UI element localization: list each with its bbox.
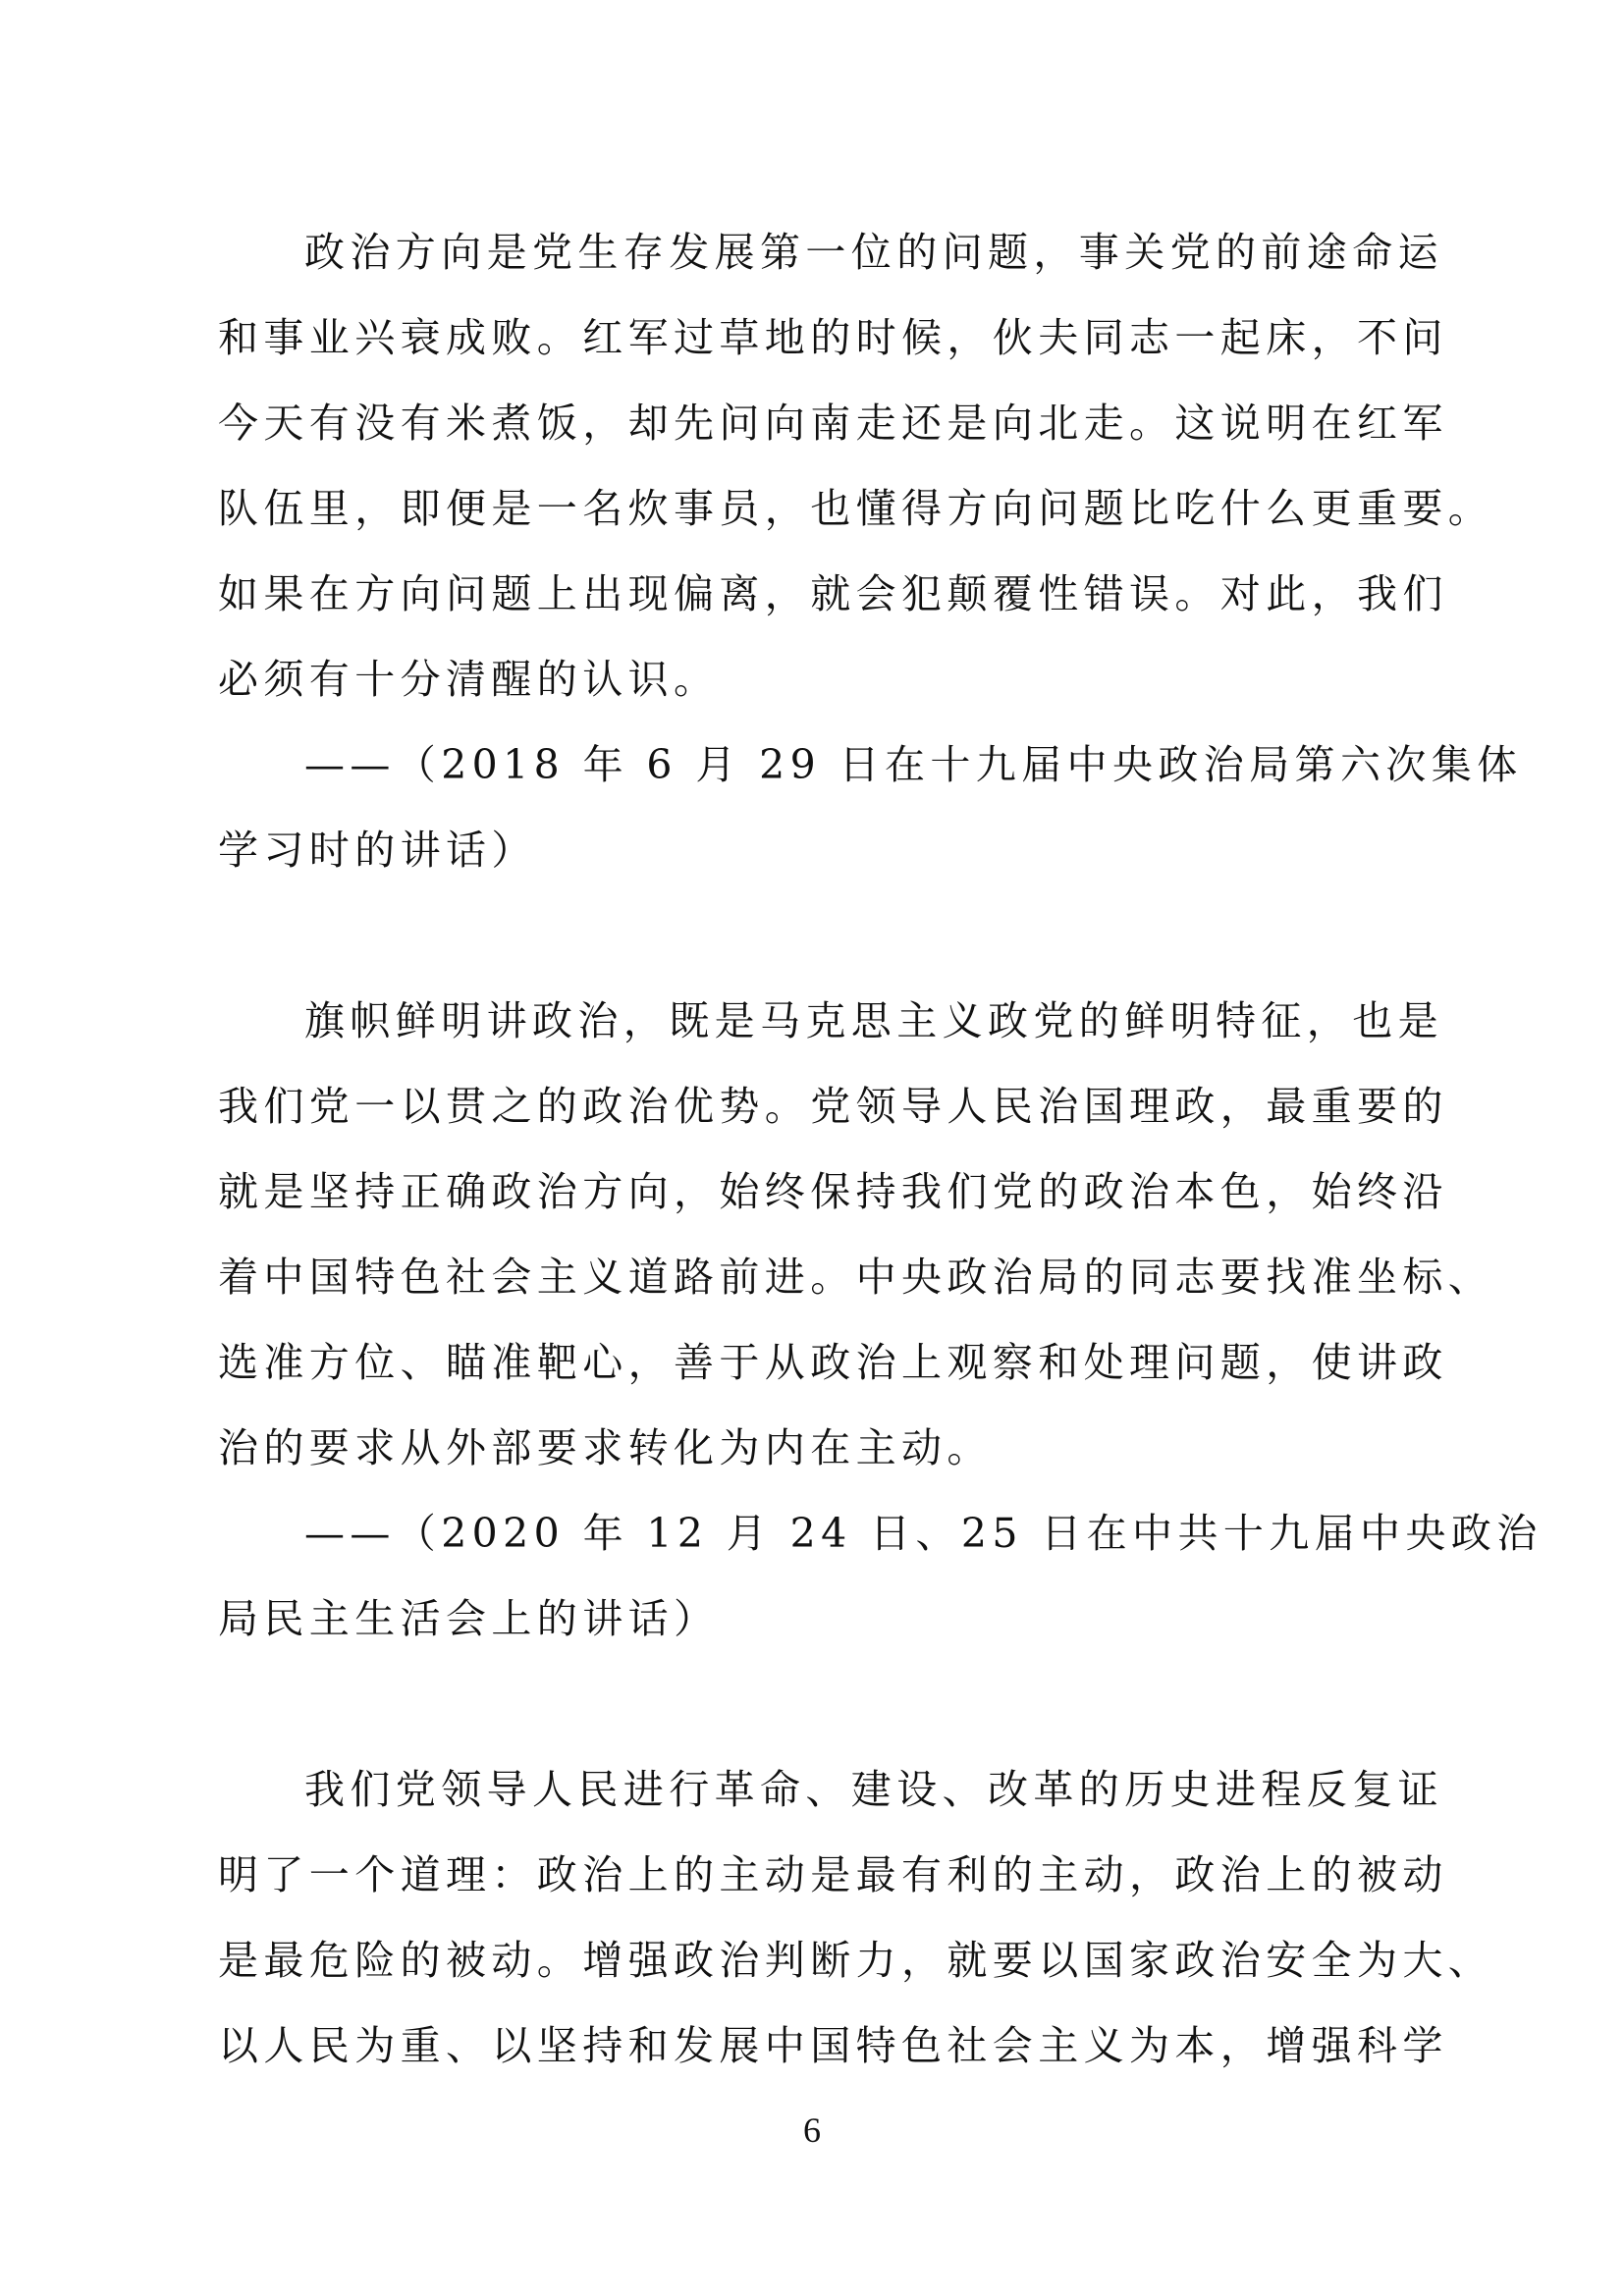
paragraph-line: 如果在方向问题上出现偏离，就会犯颠覆性错误。对此，我们 bbox=[218, 570, 1448, 617]
citation-line: ——（2020 年 12 月 24 日、25 日在中共十九届中央政治 bbox=[304, 1510, 1543, 1557]
paragraph-line: 以人民为重、以坚持和发展中国特色社会主义为本，增强科学 bbox=[218, 2022, 1448, 2069]
paragraph-line: 和事业兴衰成败。红军过草地的时候，伙夫同志一起床，不问 bbox=[218, 314, 1448, 361]
paragraph-line: 队伍里，即便是一名炊事员，也懂得方向问题比吃什么更重要。 bbox=[218, 485, 1494, 532]
source-citation bbox=[218, 722, 1523, 893]
paragraph-line: 我们党一以贯之的政治优势。党领导人民治国理政，最重要的 bbox=[218, 1083, 1448, 1130]
paragraph-line: 选准方位、瞄准靶心，善于从政治上观察和处理问题，使讲政 bbox=[218, 1339, 1448, 1386]
paragraph-line: 我们党领导人民进行革命、建设、改革的历史进程反复证 bbox=[304, 1766, 1443, 1813]
page-number: 6 bbox=[803, 2110, 821, 2150]
paragraph-line: 必须有十分清醒的认识。 bbox=[218, 656, 720, 703]
paragraph-line: 今天有没有米煮饭，却先问向南走还是向北走。这说明在红军 bbox=[218, 400, 1448, 447]
document-body bbox=[218, 210, 1543, 2089]
paragraph-line: 着中国特色社会主义道路前进。中央政治局的同志要找准坐标、 bbox=[218, 1254, 1494, 1301]
paragraph-line: 明了一个道理：政治上的主动是最有利的主动，政治上的被动 bbox=[218, 1851, 1448, 1898]
paragraph-political-initiative bbox=[218, 1747, 1494, 2089]
paragraph-line: 治的要求从外部要求转化为内在主动。 bbox=[218, 1424, 993, 1471]
section-spacer bbox=[218, 1662, 1416, 1747]
citation-line: 学习时的讲话） bbox=[218, 827, 537, 874]
paragraph-line: 是最危险的被动。增强政治判断力，就要以国家政治安全为大、 bbox=[218, 1937, 1494, 1984]
paragraph-line: 政治方向是党生存发展第一位的问题，事关党的前途命运 bbox=[304, 229, 1443, 276]
paragraph-line: 就是坚持正确政治方向，始终保持我们党的政治本色，始终沿 bbox=[218, 1168, 1448, 1215]
citation-line: 局民主生活会上的讲话） bbox=[218, 1595, 720, 1642]
citation-line: ——（2018 年 6 月 29 日在十九届中央政治局第六次集体 bbox=[304, 741, 1523, 788]
paragraph-line: 旗帜鲜明讲政治，既是马克思主义政党的鲜明特征，也是 bbox=[304, 997, 1443, 1044]
section-spacer bbox=[218, 893, 1416, 979]
paragraph-political-direction bbox=[218, 210, 1494, 722]
paragraph-political-banner bbox=[218, 979, 1494, 1491]
source-citation bbox=[218, 1491, 1543, 1662]
